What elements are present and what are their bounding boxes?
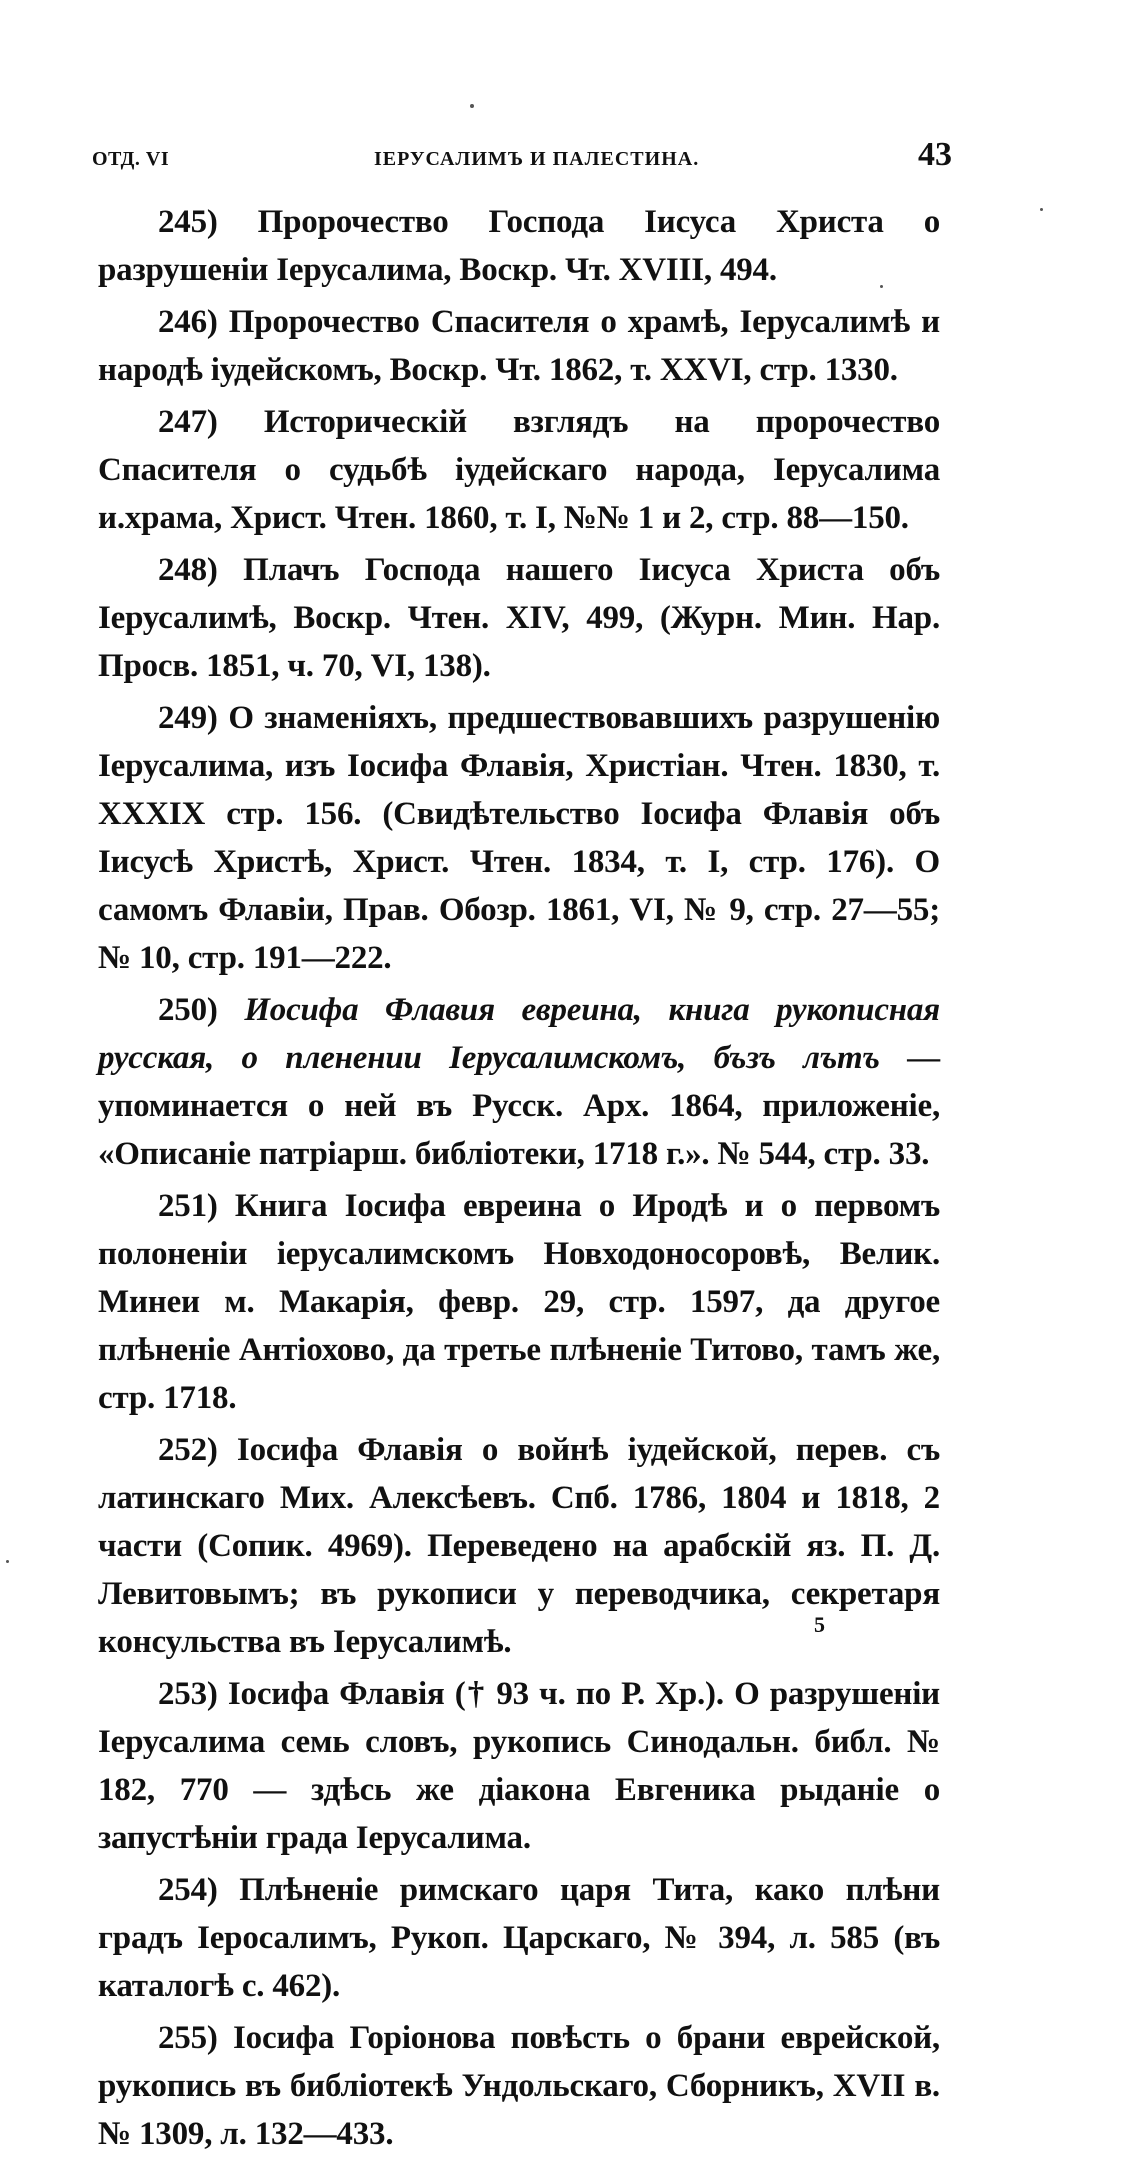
bibliography-entry-247: 247) Историческій взглядъ на пророчество Спасителя о судьбѣ іудейскаго народа, Іерусалима и.храма, Христ. Чтен. 1860, т. I, №№ 1 и 2, стр. 88—150. <box>98 404 940 536</box>
bibliography-entry-245: 245) Пророчество Господа Іисуса Христа о разрушеніи Іерусалима, Воскр. Чт. XVIII, 494. <box>98 204 940 288</box>
bibliography-entry-246: 246) Пророчество Спасителя о храмѣ, Іерусалимѣ и народѣ іудейскомъ, Воскр. Чт. 1862, т. XXVI, стр. 1330. <box>98 304 940 388</box>
section-label: ОТД. VI <box>92 148 170 170</box>
running-head <box>92 132 952 176</box>
scan-speck <box>880 285 883 288</box>
entry-number: 250) <box>158 992 218 1028</box>
bibliography-entry-254: 254) Плѣненіе римскаго царя Тита, како плѣни градъ Іеросалимъ, Рукоп. Царскаго, № 394, л. 585 (въ каталогѣ с. 462). <box>98 1872 940 2004</box>
bibliography-entry-255: 255) Іосифа Горіонова повѣсть о брани еврейской, рукопись въ библіотекѣ Ундольскаго, Сборникъ, XVII в. № 1309, л. 132—433. <box>98 2020 940 2152</box>
bibliography-entry-250 <box>98 986 940 1178</box>
bibliography-entry-249: 249) О знаменіяхъ, предшествовавшихъ разрушенію Іерусалима, изъ Іосифа Флавія, Христіан. Чтен. 1830, т. XXXIX стр. 156. (Свидѣтельство Іосифа Флавія объ Іисусѣ Христѣ, Христ. Чтен. 1834, т. I, стр. 176). О самомъ Флавіи, Прав. Обозр. 1861, VI, № 9, стр. 27—55; № 10, стр. 191—222. <box>98 700 940 976</box>
page-header-title: ІЕРУСАЛИМЪ И ПАЛЕСТИНА. <box>374 148 700 170</box>
entry-rest: — упоминается о ней въ Русск. Арх. 1864, приложеніе, «Описаніе патріарш. библіотеки, 1718 г.». № 544, стр. 33. <box>98 1040 940 1172</box>
entry-italic-title: Иосифа Флавия евреина, книга рукописная русская, о пленении Іерусалимскомъ, бъзъ лътъ <box>98 992 940 1076</box>
page-number: 43 <box>918 136 952 173</box>
scan-speck <box>470 104 474 108</box>
signature-mark: 5 <box>814 1612 825 1637</box>
scan-speck <box>6 1560 9 1563</box>
bibliography-entry-253: 253) Іосифа Флавія († 93 ч. по Р. Хр.). О разрушеніи Іерусалима семь словъ, рукопись Синодальн. библ. № 182, 770 — здѣсь же діакона Евгеника рыданіе о запустѣніи града Іерусалима. <box>98 1676 940 1856</box>
bibliography-entry-252: 252) Іосифа Флавія о войнѣ іудейской, перев. съ латинскаго Мих. Алексѣевъ. Спб. 1786, 1804 и 1818, 2 части (Сопик. 4969). Переведено на арабскій яз. П. Д. Левитовымъ; въ рукописи у переводчика, секретаря консульства въ Іерусалимѣ. <box>98 1432 940 1660</box>
bibliography-entry-251: 251) Книга Іосифа евреина о Иродѣ и о первомъ полоненіи іерусалимскомъ Новходоносоровѣ, Велик. Минеи м. Макарія, февр. 29, стр. 1597, да другое плѣненіе Антіохово, да третье плѣненіе Титово, тамъ же, стр. 1718. <box>98 1188 940 1416</box>
scan-speck <box>1040 208 1043 211</box>
bibliography-entry-248: 248) Плачъ Господа нашего Іисуса Христа объ Іерусалимѣ, Воскр. Чтен. XIV, 499, (Журн. Мин. Нар. Просв. 1851, ч. 70, VI, 138). <box>98 552 940 684</box>
bibliography-list <box>98 198 940 2162</box>
